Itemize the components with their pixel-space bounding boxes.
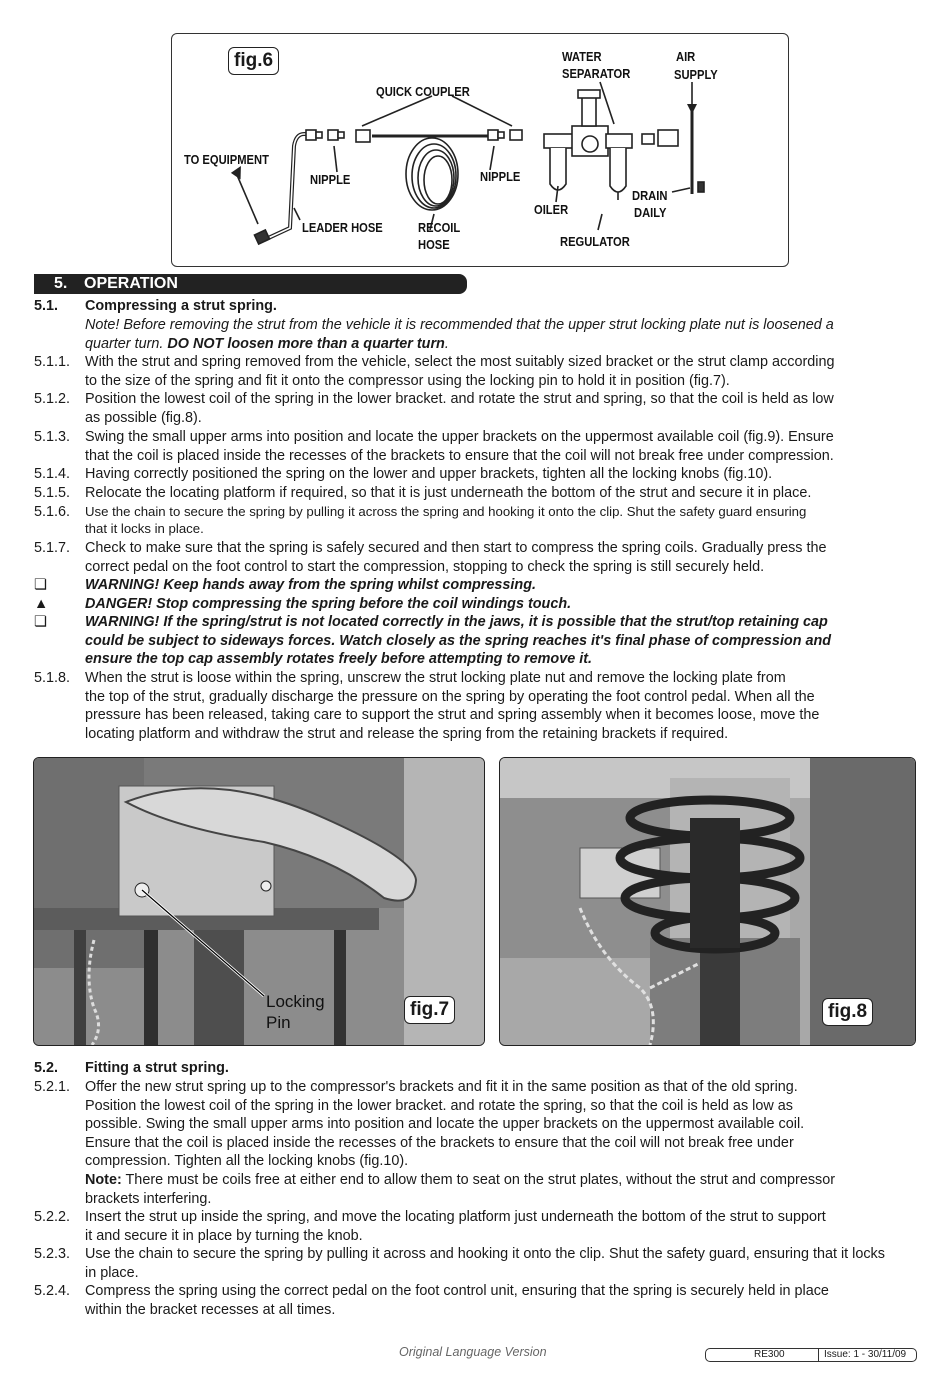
fig7-photo [33, 757, 485, 1046]
step-number: 5.1.7. [34, 540, 71, 556]
label-leader-hose: LEADER HOSE [302, 220, 383, 235]
step-number: 5.1.3. [34, 429, 71, 445]
note-text: There must be coils free at either end to allow them to seat on the strut plates, without the strut and compressor [121, 1172, 836, 1188]
label-water-1: WATER [562, 49, 602, 64]
warning-text: DANGER! Stop compressing the spring before the coil windings touch. [85, 596, 572, 612]
step-text: Ensure that the coil is placed inside the recesses of the brackets to ensure that the coil will not break free under [85, 1134, 794, 1151]
footer-divider [818, 1348, 819, 1361]
step-text: Position the lowest coil of the spring in the lower bracket. and rotate the strut and spring, so that the coil is held as low [85, 391, 834, 407]
step-text: Use the chain to secure the spring by pulling it across the spring and hooking it onto the clip. Shut the safety guard ensuring [85, 504, 807, 519]
label-nipple-left: NIPPLE [310, 172, 351, 187]
note-text: . [444, 336, 449, 352]
fig6-label: fig.6 [228, 47, 279, 75]
label-quick-coupler: QUICK COUPLER [376, 84, 470, 99]
step-text: it and secure it in place by turning the knob. [85, 1227, 363, 1244]
step-text: correct pedal on the foot control to start the compression, stopping to check the spring is still securely held. [85, 558, 765, 575]
callout-line: Pin [266, 1013, 291, 1032]
step-text: Having correctly positioned the spring on the lower and upper brackets, tighten all the locking knobs (fig.10). [85, 466, 773, 482]
step-number: 5.1.4. [34, 466, 71, 482]
step-text: Compress the spring using the correct pedal on the foot control unit, ensuring that the spring is securely held in place [85, 1283, 829, 1299]
label-air-1: AIR [676, 49, 696, 64]
step-number: 5.1.1. [34, 354, 71, 370]
step-text: the top of the strut, gradually discharge the pressure on the spring by operating the foot control pedal. When all the [85, 688, 815, 705]
note-label: Note: [85, 1172, 122, 1188]
step-text: compression. Tighten all the locking knobs (fig.10). [85, 1153, 409, 1170]
locking-pin-callout [266, 991, 325, 1033]
subsection-number: 5.1. [34, 298, 59, 314]
step-text: to the size of the spring and fit it onto the compressor using the locking pin to hold it in position (fig.7). [85, 372, 730, 389]
step-text: With the strut and spring removed from the vehicle, select the most suitably sized bracket or the strut clamp according [85, 354, 835, 370]
step-number: 5.1.8. [34, 670, 71, 686]
label-to-equipment: TO EQUIPMENT [184, 152, 269, 167]
fig8-label: fig.8 [822, 998, 873, 1026]
step-number: 5.2.1. [34, 1079, 71, 1095]
label-drain-1: DRAIN [632, 188, 668, 203]
step-number: 5.2.3. [34, 1246, 71, 1262]
warning-box-icon: ❏ [34, 577, 47, 593]
subsection-title: Compressing a strut spring. [85, 298, 277, 314]
label-oiler: OILER [534, 202, 569, 217]
step-number: 5.2.4. [34, 1283, 71, 1299]
step-text: locating platform and withdraw the strut and release the spring from the retaining brackets if required. [85, 725, 729, 742]
footer-issue: Issue: 1 - 30/11/09 [824, 1349, 907, 1360]
step-text: within the bracket recesses at all times. [85, 1301, 336, 1318]
step-number: 5.1.5. [34, 485, 71, 501]
step-text: in place. [85, 1264, 139, 1281]
label-air-2: SUPPLY [674, 67, 718, 82]
step-text: Offer the new strut spring up to the compressor's brackets and fit it in the same position as that of the old spring. [85, 1079, 798, 1095]
step-text: Check to make sure that the spring is safely secured and then start to compress the spring coils. Gradually press the [85, 540, 827, 556]
warning-box-icon: ❏ [34, 614, 47, 630]
fig7-label: fig.7 [404, 996, 455, 1024]
callout-line: Locking [266, 992, 325, 1011]
step-text: Insert the strut up inside the spring, and move the locating platform just underneath the bottom of the strut to support [85, 1209, 826, 1225]
step-text: When the strut is loose within the spring, unscrew the strut locking plate nut and remove the locking plate from [85, 670, 786, 686]
step-text: that it locks in place. [85, 521, 204, 536]
footer-issue-box [705, 1348, 917, 1362]
fig8-photo [499, 757, 916, 1046]
warning-text: WARNING! If the spring/strut is not located correctly in the jaws, it is possible that the strut/top retaining cap [85, 614, 828, 630]
note-emphasis: DO NOT loosen more than a quarter turn [167, 336, 445, 352]
label-regulator: REGULATOR [560, 234, 630, 249]
section-title: OPERATION [84, 275, 178, 292]
step-text: Swing the small upper arms into position and locate the upper brackets on the uppermost available coil (fig.9). Ensure [85, 429, 834, 445]
warning-text: ensure the top cap assembly rotates freely before attempting to remove it. [85, 651, 593, 668]
step-text: Use the chain to secure the spring by pulling it across and hooking it onto the clip. Shut the safety guard, ensuring that it locks [85, 1246, 885, 1262]
footer-model: RE300 [754, 1349, 785, 1360]
label-recoil-hose-1: RECOIL [418, 220, 461, 235]
warning-text: WARNING! Keep hands away from the spring whilst compressing. [85, 577, 536, 593]
label-recoil-hose-2: HOSE [418, 237, 450, 252]
warning-text: could be subject to sideways forces. Watch closely as the spring reaches it's final phase of compression and [85, 632, 832, 649]
step-text: Relocate the locating platform if required, so that it is just underneath the bottom of the strut and secure it in place. [85, 485, 812, 501]
section-number: 5. [54, 275, 68, 292]
step-text: that the coil is placed inside the recesses of the brackets to ensure that the coil will not break free under compression. [85, 447, 834, 464]
subsection-title: Fitting a strut spring. [85, 1060, 229, 1076]
danger-triangle-icon: ▲ [34, 596, 49, 612]
note-text: brackets interfering. [85, 1190, 212, 1207]
step-number: 5.1.2. [34, 391, 71, 407]
step-text: Position the lowest coil of the spring in the lower bracket. and rotate the spring, so that the coil is held as low as [85, 1097, 793, 1114]
footer-original-language: Original Language Version [399, 1345, 547, 1359]
step-number: 5.1.6. [34, 504, 71, 520]
step-text: possible. Swing the small upper arms into position and locate the upper brackets on the uppermost available coil. [85, 1116, 805, 1133]
step-text: pressure has been released, taking care to support the strut and spring assembly when it becomes loose, move the [85, 707, 820, 724]
section-header [34, 274, 467, 294]
note-text: Note! Before removing the strut from the vehicle it is recommended that the upper strut locking plate nut is loosened a [85, 317, 834, 333]
label-water-2: SEPARATOR [562, 66, 631, 81]
label-nipple-right: NIPPLE [480, 169, 521, 184]
fig6-diagram [171, 33, 789, 267]
step-number: 5.2.2. [34, 1209, 71, 1225]
step-text: as possible (fig.8). [85, 409, 202, 426]
note-text: quarter turn. [85, 336, 164, 352]
label-drain-2: DAILY [634, 205, 667, 220]
subsection-number: 5.2. [34, 1060, 59, 1076]
